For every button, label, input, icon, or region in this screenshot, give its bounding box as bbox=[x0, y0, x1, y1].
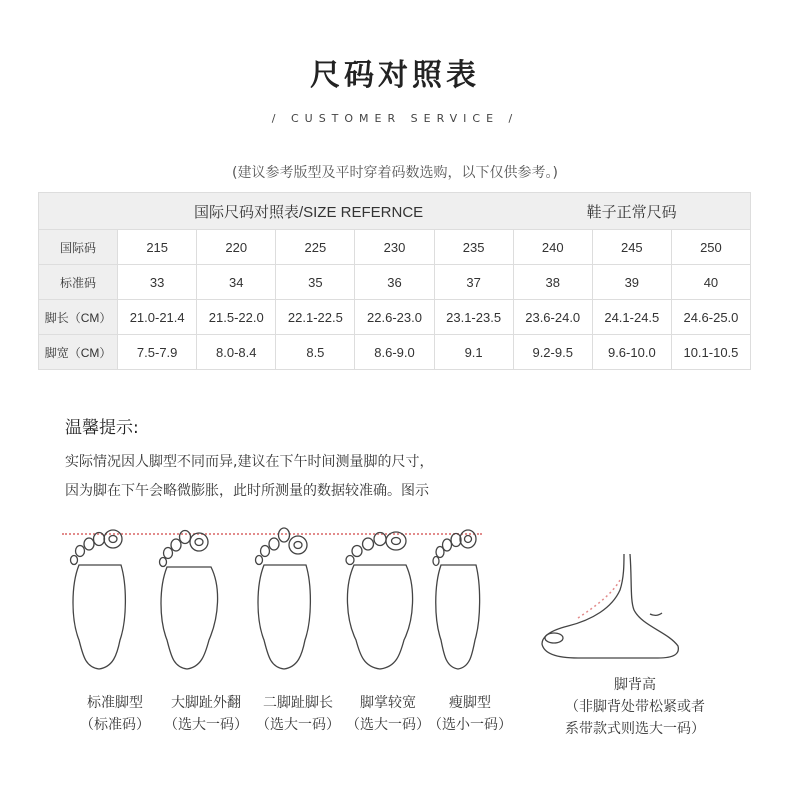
foot-advice: （选小一码） bbox=[428, 717, 512, 733]
foot-advice-2: 系带款式则选大一码） bbox=[565, 721, 705, 737]
row-label: 国际码 bbox=[39, 230, 118, 265]
table-cell: 215 bbox=[118, 230, 197, 265]
table-cell: 9.6-10.0 bbox=[592, 335, 671, 370]
table-header-left: 国际尺码对照表/SIZE REFERNCE bbox=[39, 193, 514, 230]
table-cell: 10.1-10.5 bbox=[671, 335, 750, 370]
table-cell: 35 bbox=[276, 265, 355, 300]
tips-line-2: 因为脚在下午会略微膨胀，此时所测量的数据较准确。图示 bbox=[65, 483, 429, 499]
foot-name: 瘦脚型 bbox=[449, 695, 491, 711]
table-header-row bbox=[39, 193, 751, 230]
table-header-right: 鞋子正常尺码 bbox=[513, 193, 750, 230]
row-label: 脚宽（CM） bbox=[39, 335, 118, 370]
foot-caption-bunion bbox=[156, 692, 256, 736]
foot-name: 二脚趾脚长 bbox=[263, 695, 333, 711]
foot-name: 大脚趾外翻 bbox=[171, 695, 241, 711]
table-cell: 23.6-24.0 bbox=[513, 300, 592, 335]
table-cell: 21.0-21.4 bbox=[118, 300, 197, 335]
table-cell: 250 bbox=[671, 230, 750, 265]
table-cell: 235 bbox=[434, 230, 513, 265]
foot-advice-1: （非脚背处带松紧或者 bbox=[565, 699, 705, 715]
foot-caption-morton bbox=[248, 692, 348, 736]
foot-name: 脚背高 bbox=[614, 677, 656, 693]
foot-caption-slim bbox=[420, 692, 520, 736]
slim-foot-icon bbox=[425, 525, 491, 675]
page-subtitle: / CUSTOMER SERVICE / bbox=[271, 112, 519, 125]
row-label: 脚长（CM） bbox=[39, 300, 118, 335]
table-cell: 24.1-24.5 bbox=[592, 300, 671, 335]
page-title: 尺码对照表 bbox=[310, 58, 480, 93]
table-cell: 22.6-23.0 bbox=[355, 300, 434, 335]
table-cell: 21.5-22.0 bbox=[197, 300, 276, 335]
table-cell: 245 bbox=[592, 230, 671, 265]
table-cell: 24.6-25.0 bbox=[671, 300, 750, 335]
foot-name: 标准脚型 bbox=[87, 695, 143, 711]
table-cell: 37 bbox=[434, 265, 513, 300]
table-cell: 8.5 bbox=[276, 335, 355, 370]
table-cell: 33 bbox=[118, 265, 197, 300]
foot-advice: （选大一码） bbox=[346, 717, 430, 733]
reference-note: (建议参考版型及平时穿着码数选购，以下仅供参考。) bbox=[232, 165, 558, 181]
table-cell: 36 bbox=[355, 265, 434, 300]
morton-toe-foot-icon bbox=[250, 525, 320, 675]
bunion-foot-icon bbox=[155, 525, 225, 675]
foot-name: 脚掌较宽 bbox=[360, 695, 416, 711]
high-instep-foot-icon bbox=[538, 550, 688, 670]
table-row bbox=[39, 300, 751, 335]
size-chart-table bbox=[38, 192, 751, 370]
foot-advice: （标准码） bbox=[80, 717, 150, 733]
foot-caption-instep bbox=[540, 674, 730, 740]
row-label: 标准码 bbox=[39, 265, 118, 300]
table-row bbox=[39, 265, 751, 300]
table-cell: 8.0-8.4 bbox=[197, 335, 276, 370]
foot-advice: （选大一码） bbox=[164, 717, 248, 733]
table-cell: 39 bbox=[592, 265, 671, 300]
table-cell: 9.2-9.5 bbox=[513, 335, 592, 370]
table-cell: 34 bbox=[197, 265, 276, 300]
foot-caption-standard bbox=[65, 692, 165, 736]
table-cell: 23.1-23.5 bbox=[434, 300, 513, 335]
table-cell: 22.1-22.5 bbox=[276, 300, 355, 335]
table-cell: 8.6-9.0 bbox=[355, 335, 434, 370]
tips-line-1: 实际情况因人脚型不同而异,建议在下午时间测量脚的尺寸， bbox=[65, 454, 434, 470]
table-cell: 7.5-7.9 bbox=[118, 335, 197, 370]
table-cell: 225 bbox=[276, 230, 355, 265]
table-cell: 230 bbox=[355, 230, 434, 265]
table-row bbox=[39, 230, 751, 265]
table-cell: 40 bbox=[671, 265, 750, 300]
table-cell: 240 bbox=[513, 230, 592, 265]
table-cell: 9.1 bbox=[434, 335, 513, 370]
foot-advice: （选大一码） bbox=[256, 717, 340, 733]
table-cell: 220 bbox=[197, 230, 276, 265]
standard-foot-icon bbox=[65, 525, 135, 675]
table-row bbox=[39, 335, 751, 370]
tips-title: 温馨提示: bbox=[65, 418, 139, 438]
wide-foot-icon bbox=[342, 525, 418, 675]
table-cell: 38 bbox=[513, 265, 592, 300]
